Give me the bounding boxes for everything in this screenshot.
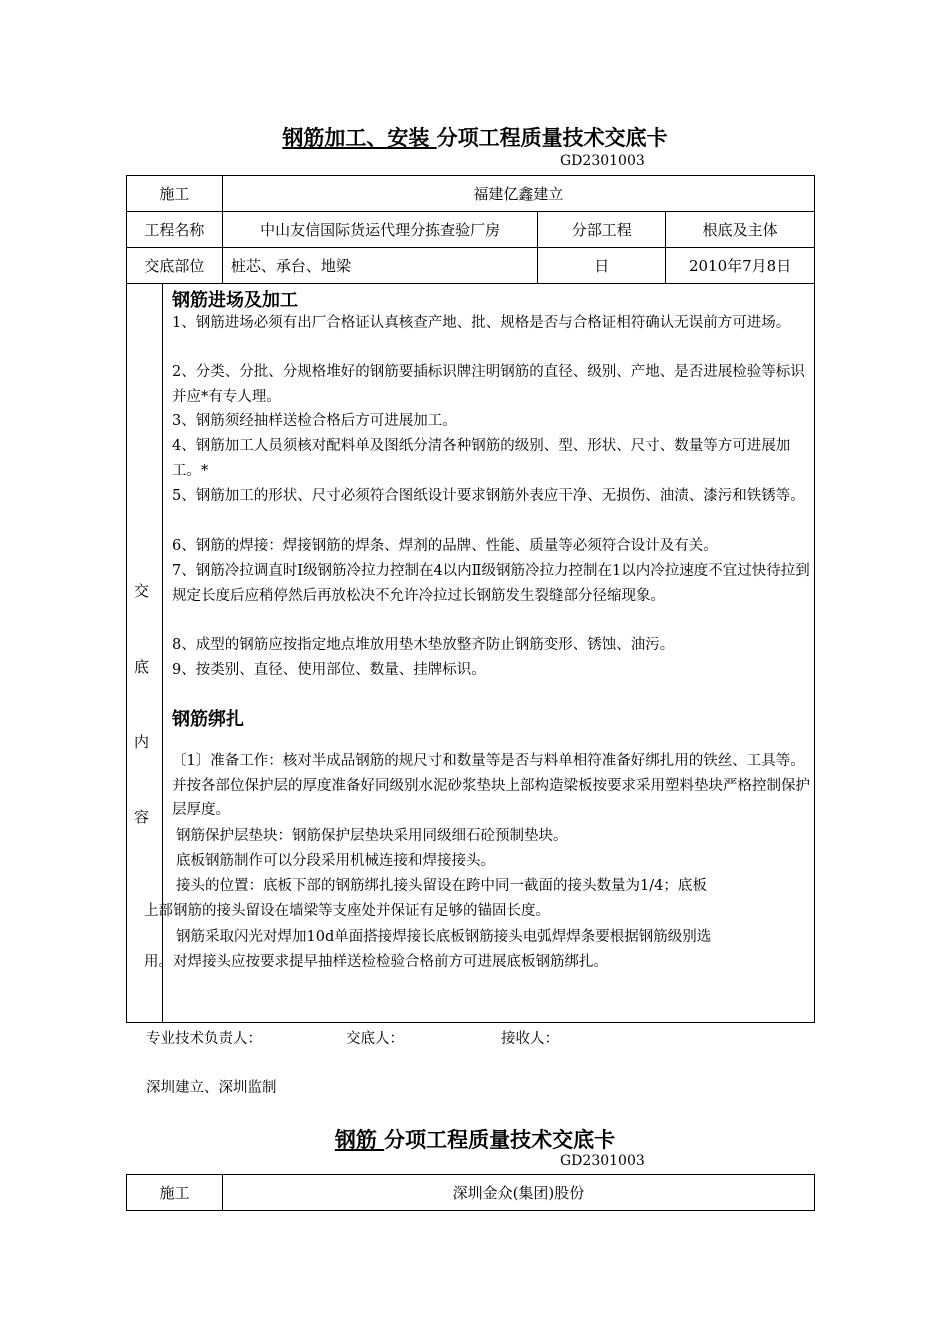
card2-row-construction [127, 1175, 815, 1211]
binding-welding-1: 钢筋采取闪光对焊加10d单面搭接焊接长底板钢筋接头电弧焊焊条要根据钢筋级别选 [176, 929, 712, 945]
side-char-4: 容 [134, 808, 150, 826]
card1-date-value: 2010年7月8日 [666, 248, 815, 284]
binding-prep: 〔1〕准备工作：核对半成品钢筋的规尺寸和数量等是否与料单相符准备好绑扎用的铁丝、工具等。并按各部位保护层的厚度准备好同级别水泥砂浆垫块上部构造梁板按要求采用塑料垫块严格控制保护层厚度。 [172, 753, 810, 818]
card1-division-label: 分部工程 [538, 212, 666, 248]
card1-construction-value: 福建亿鑫建立 [222, 176, 814, 212]
card2-header-table [126, 1174, 815, 1211]
footer-receiver: 接收人： [501, 1031, 559, 1047]
card1-title-rest: 分项工程质量技术交底卡 [436, 126, 668, 150]
card2-code: GD2301003 [560, 1153, 645, 1169]
card1-title [0, 122, 950, 152]
binding-cover-block: 钢筋保护层垫块：钢筋保护层垫块采用同级细石砼预制垫块。 [176, 828, 568, 844]
binding-joint-position-1: 接头的位置：底板下部的钢筋绑扎接头留设在跨中同一截面的接头数量为1/4；底板 [176, 878, 707, 894]
item-7: 7、钢筋冷拉调直时Ⅰ级钢筋冷拉力控制在4以内Ⅱ级钢筋冷拉力控制在1以内冷拉速度不宜过快待拉到规定长度后应稍停然后再放松决不允许冷拉过长钢筋发生裂缝部分径缩现象。 [172, 563, 810, 604]
item-4: 4、钢筋加工人员须核对配料单及图纸分清各种钢筋的级别、型、形状、尺寸、数量等方可进展加工。* [172, 438, 791, 479]
card1-title-underlined: 钢筋加工、安装 [282, 126, 437, 150]
side-char-2: 底 [134, 658, 150, 676]
footer-org: 深圳建立、深圳监制 [146, 1080, 277, 1096]
item-3: 3、钢筋须经抽样送检合格后方可进展加工。 [172, 413, 457, 429]
card1-project-value: 中山友信国际货运代理分拣查验厂房 [222, 212, 537, 248]
card2-title-underlined: 钢筋 [334, 1128, 385, 1152]
section-title-rebar-processing: 钢筋进场及加工 [172, 290, 298, 311]
footer-tech-lead: 专业技术负责人： [146, 1031, 262, 1047]
card1-location-value: 桩芯、承台、地梁 [222, 248, 537, 284]
item-8: 8、成型的钢筋应按指定地点堆放用垫木垫放整齐防止钢筋变形、锈蚀、油污。 [172, 637, 675, 653]
card1-row-project [127, 212, 815, 248]
side-char-1: 交 [134, 582, 150, 600]
card2-title-rest: 分项工程质量技术交底卡 [384, 1128, 616, 1152]
section-title-rebar-binding: 钢筋绑扎 [172, 709, 244, 730]
item-9: 9、按类别、直径、使用部位、数量、挂牌标识。 [172, 662, 486, 678]
item-6: 6、钢筋的焊接：焊接钢筋的焊条、焊剂的品牌、性能、质量等必须符合设计及有关。 [172, 538, 718, 554]
binding-joint-position-2: 上部钢筋的接头留设在墙梁等支座处并保证有足够的锚固长度。 [144, 903, 550, 919]
card1-construction-label: 施工 [127, 176, 223, 212]
card1-date-label: 日 [538, 248, 666, 284]
side-char-3: 内 [134, 733, 150, 751]
card1-project-label: 工程名称 [127, 212, 223, 248]
binding-welding-2: 用。对焊接头应按要求提早抽样送检检验合格前方可进展底板钢筋绑扎。 [144, 954, 608, 970]
item-2: 2、分类、分批、分规格堆好的钢筋要插标识牌注明钢筋的直径、级别、产地、是否进展检验等标识并应*有专人理。 [172, 364, 805, 405]
card1-division-value: 根底及主体 [666, 212, 815, 248]
card2-construction-label: 施工 [127, 1175, 223, 1211]
card1-code: GD2301003 [560, 153, 645, 169]
card1-location-label: 交底部位 [127, 248, 223, 284]
card1-header-table [126, 175, 815, 284]
item-1: 1、钢筋进场必须有出厂合格证认真核查产地、批、规格是否与合格证相符确认无误前方可进场。 [172, 315, 791, 331]
card2-title [0, 1124, 950, 1154]
footer-giver: 交底人： [346, 1031, 404, 1047]
card2-construction-value: 深圳金众(集团)股份 [222, 1175, 814, 1211]
card1-row-construction [127, 176, 815, 212]
card1-row-location [127, 248, 815, 284]
binding-mechanical: 底板钢筋制作可以分段采用机械连接和焊接接头。 [176, 853, 495, 869]
item-5: 5、钢筋加工的形状、尺寸必须符合图纸设计要求钢筋外表应干净、无损伤、油渍、漆污和铁锈等。 [172, 488, 805, 504]
